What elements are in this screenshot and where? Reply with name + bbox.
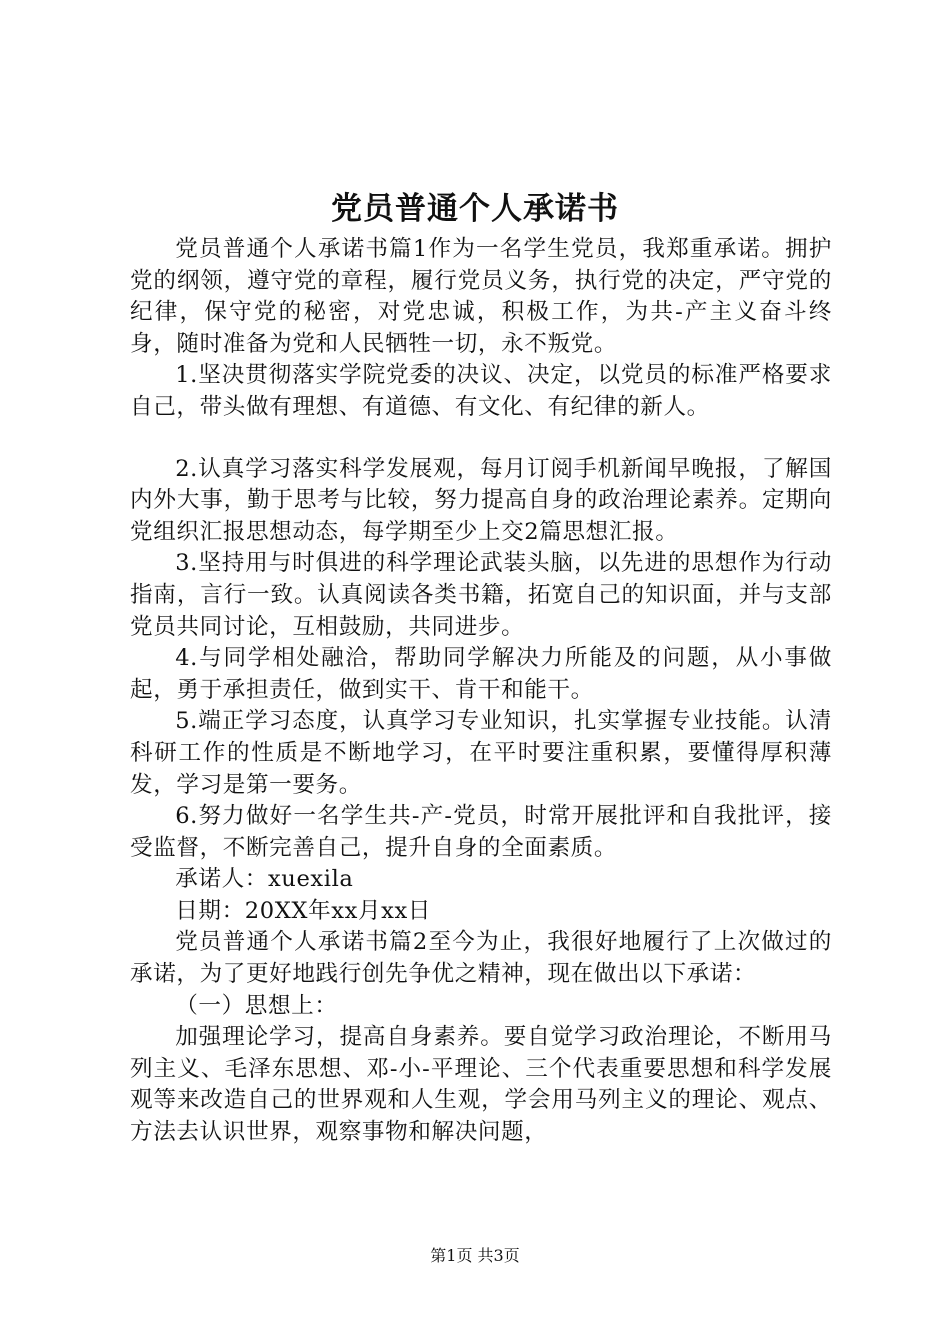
document-body bbox=[130, 234, 832, 1149]
paragraph-item-6: 6.努力做好一名学生共-产-党员，时常开展批评和自我批评，接受监督，不断完善自己，提升自身的全面素质。 bbox=[130, 803, 832, 861]
signatory-line: 承诺人：xuexila bbox=[175, 866, 354, 893]
document-title: 党员普通个人承诺书 bbox=[331, 191, 619, 227]
paragraph-spacer bbox=[130, 424, 832, 454]
page-indicator: 第1页 共3页 bbox=[430, 1246, 520, 1265]
section-heading-ideology: （一）思想上： bbox=[175, 992, 338, 1019]
date-line: 日期：20XX年xx月xx日 bbox=[175, 897, 432, 924]
paragraph-intro: 党员普通个人承诺书篇1作为一名学生党员，我郑重承诺。拥护党的纲领，遵守党的章程，履行党员义务，执行党的决定，严守党的纪律，保守党的秘密，对党忠诚，积极工作，为共-产主义奋斗终身，随时准备为党和人民牺牲一切，永不叛党。 bbox=[130, 236, 832, 357]
paragraph-item-4: 4.与同学相处融洽，帮助同学解决力所能及的问题，从小事做起，勇于承担责任，做到实干、肯干和能干。 bbox=[130, 645, 832, 703]
paragraph-item-3: 3.坚持用与时俱进的科学理论武装头脑，以先进的思想作为行动指南，言行一致。认真阅读各类书籍，拓宽自己的知识面，并与支部党员共同讨论，互相鼓励，共同进步。 bbox=[130, 550, 832, 640]
paragraph-item-1: 1.坚决贯彻落实学院党委的决议、决定，以党员的标准严格要求自己，带头做有理想、有道德、有文化、有纪律的新人。 bbox=[130, 362, 832, 420]
paragraph-item-2: 2.认真学习落实科学发展观，每月订阅手机新闻早晚报，了解国内外大事，勤于思考与比较，努力提高自身的政治理论素养。定期向党组织汇报思想动态，每学期至少上交2篇思想汇报。 bbox=[130, 455, 832, 545]
paragraph-ideology: 加强理论学习，提高自身素养。要自觉学习政治理论，不断用马列主义、毛泽东思想、邓-小-平理论、三个代表重要思想和科学发展观等来改造自己的世界观和人生观，学会用马列主义的理论、观点、方法去认识世界，观察事物和解决问题， bbox=[130, 1024, 832, 1146]
paragraph-item-5: 5.端正学习态度，认真学习专业知识，扎实掌握专业技能。认清科研工作的性质是不断地学习，在平时要注重积累，要懂得厚积薄发，学习是第一要务。 bbox=[130, 708, 832, 798]
paragraph-part2-intro: 党员普通个人承诺书篇2至今为止，我很好地履行了上次做过的承诺，为了更好地践行创先争优之精神，现在做出以下承诺： bbox=[130, 929, 832, 988]
